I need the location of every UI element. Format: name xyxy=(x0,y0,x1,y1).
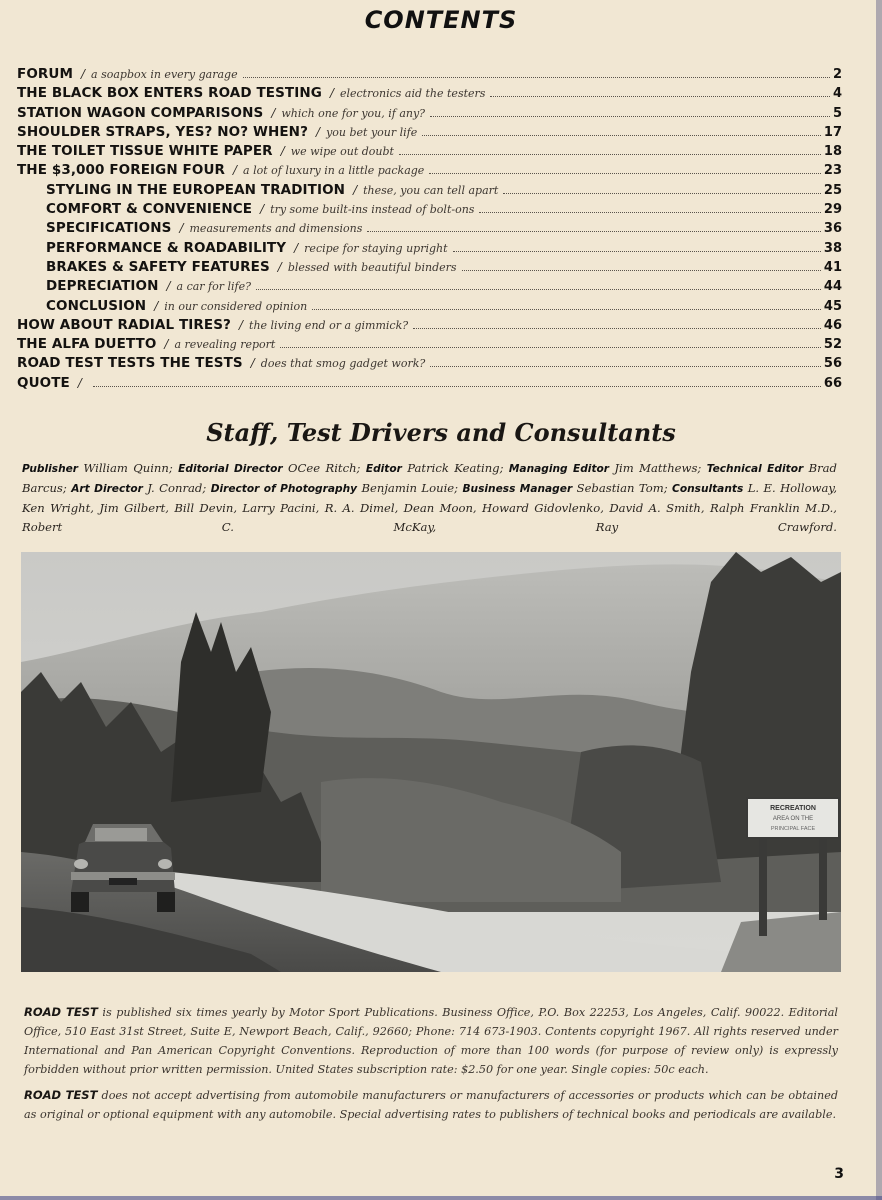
staff-names: Patrick Keating; xyxy=(407,461,504,475)
mountain-road-photo xyxy=(21,552,841,972)
toc-separator: / xyxy=(294,240,299,255)
toc-title: ROAD TEST TESTS THE TESTS xyxy=(17,355,243,372)
staff-role: Consultants xyxy=(672,483,744,495)
toc-separator: / xyxy=(233,163,238,178)
toc-title: PERFORMANCE & ROADABILITY xyxy=(46,239,287,256)
toc-leader-dots xyxy=(413,328,821,329)
publication-lead: ROAD TEST xyxy=(24,1005,98,1019)
toc-row[interactable] xyxy=(17,162,842,181)
toc-separator: / xyxy=(166,279,171,294)
toc-row-subsection[interactable] xyxy=(17,220,842,239)
staff-names: Brad Barcus; xyxy=(22,461,837,495)
toc-separator: / xyxy=(250,356,255,371)
toc-leader-dots xyxy=(243,77,830,78)
staff-names: L. E. Holloway, Ken Wright, Jim Gilbert, Bill Devin, Larry Pacini, R. A. Dimel, Dean Moon, Howard Gidovlenko, David A. Smith, Ralph Franklin M.D., Robert C. McKay, Ray Crawford. xyxy=(22,481,838,534)
toc-leader-dots xyxy=(503,193,821,194)
toc-row[interactable] xyxy=(17,355,842,374)
toc-description: measurements and dimensions xyxy=(189,222,363,236)
toc-leader-dots xyxy=(490,96,830,97)
toc-page-number: 46 xyxy=(823,317,842,333)
staff-names: Sebastian Tom; xyxy=(576,481,668,495)
toc-leader-dots xyxy=(453,251,821,252)
sign-line-2: AREA ON THE xyxy=(772,816,814,822)
toc-page-number: 36 xyxy=(823,221,842,237)
toc-leader-dots xyxy=(312,309,821,310)
publication-notice xyxy=(24,1003,838,1124)
staff-role: Managing Editor xyxy=(508,463,610,475)
toc-row-subsection[interactable] xyxy=(17,240,842,259)
toc-row-subsection[interactable] xyxy=(17,298,842,317)
toc-title: SPECIFICATIONS xyxy=(46,220,172,237)
toc-description: you bet your life xyxy=(326,125,418,139)
toc-title: STATION WAGON COMPARISONS xyxy=(17,104,264,121)
publication-paragraph xyxy=(24,1003,838,1079)
toc-leader-dots xyxy=(93,386,821,387)
toc-description: a car for life? xyxy=(176,280,252,294)
toc-separator: / xyxy=(77,375,82,390)
toc-row[interactable] xyxy=(17,143,842,162)
toc-page-number: 23 xyxy=(823,163,842,179)
toc-separator: / xyxy=(277,259,282,274)
toc-row[interactable] xyxy=(17,336,842,355)
toc-page-number: 5 xyxy=(832,105,842,121)
toc-leader-dots xyxy=(422,135,821,136)
toc-page-number: 66 xyxy=(823,375,842,391)
toc-description: a revealing report xyxy=(174,338,276,352)
toc-description: these, you can tell apart xyxy=(363,183,499,197)
sign-line-3: PRINCIPAL FACE xyxy=(770,826,816,832)
toc-separator: / xyxy=(154,298,159,313)
toc-row-subsection[interactable] xyxy=(17,182,842,201)
toc-row-subsection[interactable] xyxy=(17,201,842,220)
table-of-contents xyxy=(17,66,842,394)
toc-separator: / xyxy=(271,105,276,120)
toc-separator: / xyxy=(353,182,358,197)
advertising-lead: ROAD TEST xyxy=(24,1088,98,1102)
staff-role: Editorial Director xyxy=(178,463,283,475)
toc-leader-dots xyxy=(429,173,821,174)
toc-description: which one for you, if any? xyxy=(281,106,426,120)
toc-title: QUOTE xyxy=(17,374,70,391)
toc-row-subsection[interactable] xyxy=(17,259,842,278)
toc-leader-dots xyxy=(399,154,821,155)
toc-description: the living end or a gimmick? xyxy=(249,318,409,332)
toc-title: THE ALFA DUETTO xyxy=(17,336,157,353)
toc-page-number: 38 xyxy=(823,240,842,256)
sign-line-1: RECREATION xyxy=(770,805,816,812)
staff-role: Technical Editor xyxy=(706,463,804,475)
toc-description: try some built-ins instead of bolt-ons xyxy=(270,203,475,217)
staff-heading: Staff, Test Drivers and Consultants xyxy=(206,418,676,447)
staff-credits xyxy=(22,459,837,537)
toc-separator: / xyxy=(81,67,86,81)
staff-names: J. Conrad; xyxy=(147,481,207,495)
toc-title: FORUM xyxy=(17,66,73,82)
toc-title: COMFORT & CONVENIENCE xyxy=(46,201,253,218)
toc-leader-dots xyxy=(256,289,821,290)
toc-separator: / xyxy=(329,86,334,101)
staff-role: Publisher xyxy=(22,463,79,475)
advertising-paragraph xyxy=(24,1086,838,1124)
toc-description: blessed with beautiful binders xyxy=(287,260,457,274)
toc-title: BRAKES & SAFETY FEATURES xyxy=(46,258,270,275)
toc-page-number: 4 xyxy=(832,86,842,102)
toc-separator: / xyxy=(164,337,169,352)
page-number: 3 xyxy=(834,1166,844,1182)
toc-description: a lot of luxury in a little package xyxy=(243,164,425,178)
staff-names: William Quinn; xyxy=(83,461,173,475)
toc-row[interactable] xyxy=(17,66,842,85)
toc-title: SHOULDER STRAPS, YES? NO? WHEN? xyxy=(17,123,309,140)
toc-separator: / xyxy=(179,221,184,236)
toc-leader-dots xyxy=(430,366,821,367)
toc-description: does that smog gadget work? xyxy=(260,357,426,371)
toc-title: THE $3,000 FOREIGN FOUR xyxy=(17,162,225,179)
toc-title: THE TOILET TISSUE WHITE PAPER xyxy=(17,143,273,160)
staff-role: Art Director xyxy=(71,483,143,495)
toc-page-number: 29 xyxy=(823,202,842,218)
page-bottom-edge xyxy=(0,1196,882,1200)
staff-names: Jim Matthews; xyxy=(614,461,702,475)
page-edge xyxy=(876,0,882,1200)
toc-title: STYLING IN THE EUROPEAN TRADITION xyxy=(46,181,346,198)
toc-row-subsection[interactable] xyxy=(17,278,842,297)
toc-leader-dots xyxy=(479,212,820,213)
toc-leader-dots xyxy=(430,116,830,117)
advertising-body: does not accept advertising from automobile manufacturers or manufacturers of accessories or products which can be obtained as original or optional equipment with any automobile. Special advertising rates to publishers of technical books and periodicals are available. xyxy=(24,1089,838,1121)
toc-page-number: 2 xyxy=(832,67,842,82)
toc-row[interactable] xyxy=(17,85,842,104)
toc-page-number: 56 xyxy=(823,356,842,372)
toc-row[interactable] xyxy=(17,317,842,336)
toc-leader-dots xyxy=(462,270,821,271)
staff-role: Business Manager xyxy=(462,483,573,495)
toc-description: a soapbox in every garage xyxy=(91,68,238,81)
toc-title: DEPRECIATION xyxy=(46,278,159,295)
toc-row[interactable] xyxy=(17,105,842,124)
contents-heading: CONTENTS xyxy=(364,6,518,34)
toc-description: in our considered opinion xyxy=(164,299,308,313)
toc-row[interactable] xyxy=(17,124,842,143)
toc-separator: / xyxy=(260,202,265,217)
toc-title: HOW ABOUT RADIAL TIRES? xyxy=(17,316,231,333)
toc-page-number: 17 xyxy=(823,124,842,140)
toc-page-number: 44 xyxy=(823,279,842,295)
publication-body: is published six times yearly by Motor Sport Publications. Business Office, P.O. Box 22253, Los Angeles, Calif. 90022. Editorial Office, 510 East 31st Street, Suite E, Newport Beach, Calif., 92660; Phone: 714 673-1903. Contents copyright 1967. All rights reserved under International and Pan American Copyright Conventions. Reproduction of more than 100 words (for purpose of review only) is expressly forbidden without prior written permission. United States subscription rate: $2.50 for one year. Single copies: 50c each. xyxy=(24,1006,838,1076)
toc-leader-dots xyxy=(367,231,821,232)
staff-names: Benjamin Louie; xyxy=(361,481,459,495)
toc-description: recipe for staying upright xyxy=(304,241,448,255)
toc-separator: / xyxy=(316,124,321,139)
toc-row[interactable] xyxy=(17,375,842,394)
toc-title: THE BLACK BOX ENTERS ROAD TESTING xyxy=(17,85,322,102)
staff-role: Director of Photography xyxy=(210,483,358,495)
toc-page-number: 41 xyxy=(823,259,842,275)
toc-page-number: 52 xyxy=(823,337,842,353)
toc-leader-dots xyxy=(280,347,821,348)
toc-separator: / xyxy=(238,317,244,332)
toc-description: we wipe out doubt xyxy=(290,145,394,159)
toc-title: CONCLUSION xyxy=(46,297,147,314)
toc-page-number: 25 xyxy=(823,182,842,198)
toc-description: electronics aid the testers xyxy=(339,87,486,101)
staff-names: OCee Ritch; xyxy=(288,461,361,475)
toc-page-number: 18 xyxy=(823,144,842,160)
staff-role: Editor xyxy=(365,463,402,475)
toc-page-number: 45 xyxy=(823,298,842,314)
toc-separator: / xyxy=(280,144,285,159)
